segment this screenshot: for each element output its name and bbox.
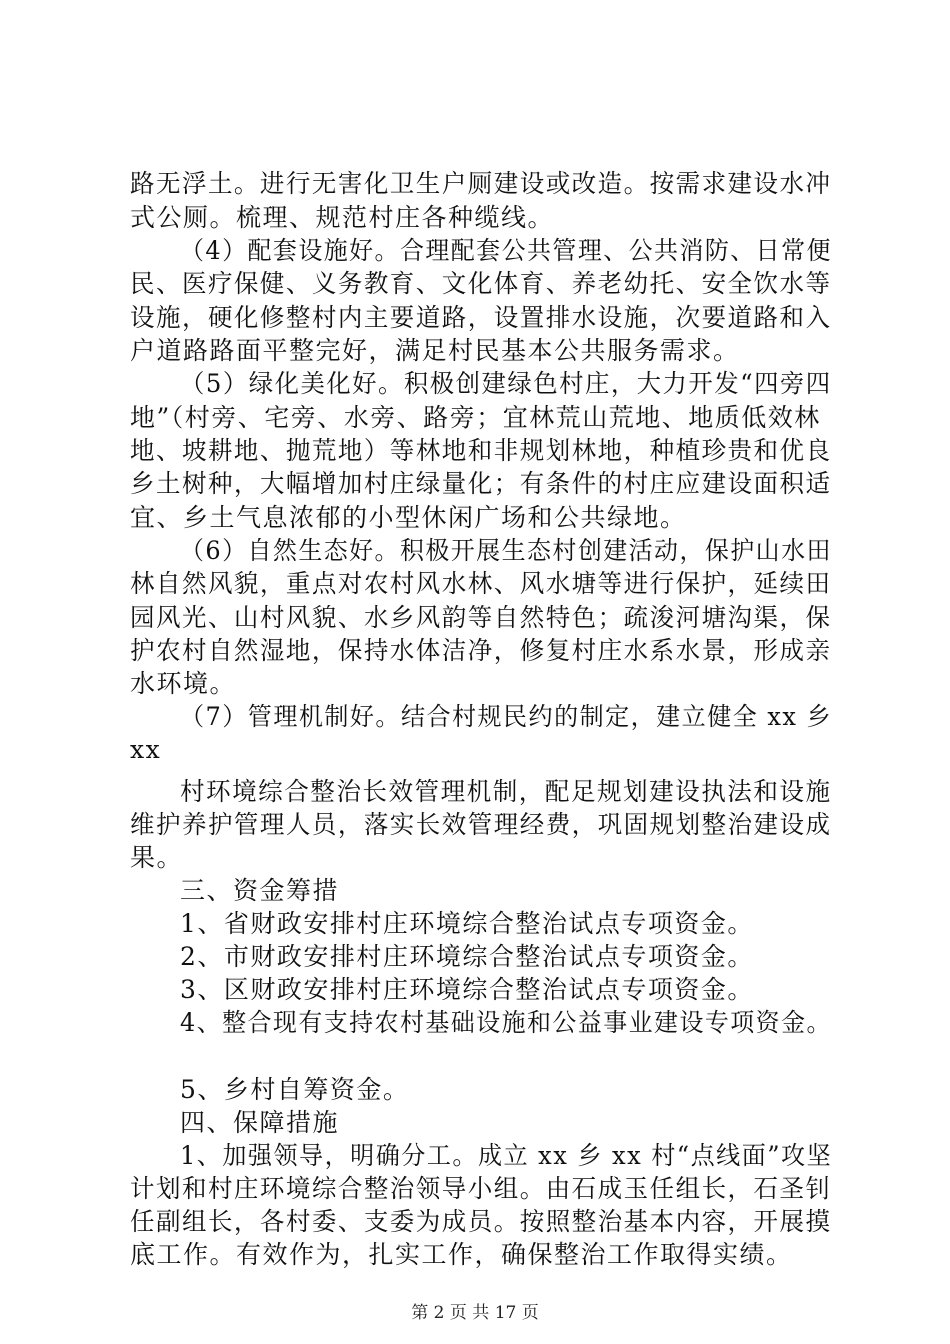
section-heading: 四、保障措施 [180,1108,340,1137]
text-line: 民、医疗保健、义务教育、文化体育、养老幼托、安全饮水等 [130,269,832,298]
text-line: 维护养护管理人员，落实长效管理经费，巩固规划整治建设成 [130,810,832,839]
text-line: 地、坡耕地、抛荒地）等林地和非规划林地，种植珍贵和优良 [130,436,832,465]
text-line: 设施，硬化修整村内主要道路，设置排水设施，次要道路和入 [130,303,832,332]
text-line: 护农村自然湿地，保持水体洁净，修复村庄水系水景，形成亲 [130,636,832,665]
list-item: 3、区财政安排村庄环境综合整治试点专项资金。 [180,975,754,1004]
text-line: 村环境综合整治长效管理机制，配足规划建设执法和设施 [180,777,832,806]
text-line: （6）自然生态好。积极开展生态村创建活动，保护山水田 [180,536,832,565]
text-line: 式公厕。梳理、规范村庄各种缆线。 [130,203,555,232]
section-heading: 三、资金筹措 [180,876,340,905]
text-line: 林自然风貌，重点对农村风水林、风水塘等进行保护，延续田 [130,569,832,598]
text-line: 园风光、山村风貌、水乡风韵等自然特色；疏浚河塘沟渠，保 [130,603,832,632]
list-item: 5、乡村自筹资金。 [180,1075,410,1104]
text-line: 任副组长，各村委、支委为成员。按照整治基本内容，开展摸 [130,1207,832,1236]
text-line: 地”（村旁、宅旁、水旁、路旁；宜林荒山荒地、地质低效林 [130,403,821,432]
text-line: 水环境。 [130,669,237,698]
text-line: （4）配套设施好。合理配套公共管理、公共消防、日常便 [180,236,832,265]
text-line: 乡土树种，大幅增加村庄绿量化；有条件的村庄应建设面积适 [130,469,832,498]
text-line: 户道路路面平整完好，满足村民基本公共服务需求。 [130,336,740,365]
list-item: 1、省财政安排村庄环境综合整治试点专项资金。 [180,909,754,938]
page-number: 第 2 页 共 17 页 [411,1303,539,1323]
text-line: 1、加强领导，明确分工。成立 xx 乡 xx 村“点线面”攻坚 [180,1141,833,1170]
text-line: （5）绿化美化好。积极创建绿色村庄，大力开发“四旁四 [180,369,832,398]
text-line: 果。 [130,843,184,872]
text-line: 路无浮土。进行无害化卫生户厕建设或改造。按需求建设水冲 [130,169,832,198]
text-line: （7）管理机制好。结合村规民约的制定，建立健全 xx 乡 [180,702,833,731]
text-line: 宜、乡土气息浓郁的小型休闲广场和公共绿地。 [130,503,687,532]
list-item: 2、市财政安排村庄环境综合整治试点专项资金。 [180,942,754,971]
text-line: 底工作。有效作为，扎实工作，确保整治工作取得实绩。 [130,1240,793,1269]
list-item: 4、整合现有支持农村基础设施和公益事业建设专项资金。 [180,1008,832,1037]
text-line: xx [130,735,162,764]
text-line: 计划和村庄环境综合整治领导小组。由石成玉任组长，石圣钊 [130,1174,832,1203]
